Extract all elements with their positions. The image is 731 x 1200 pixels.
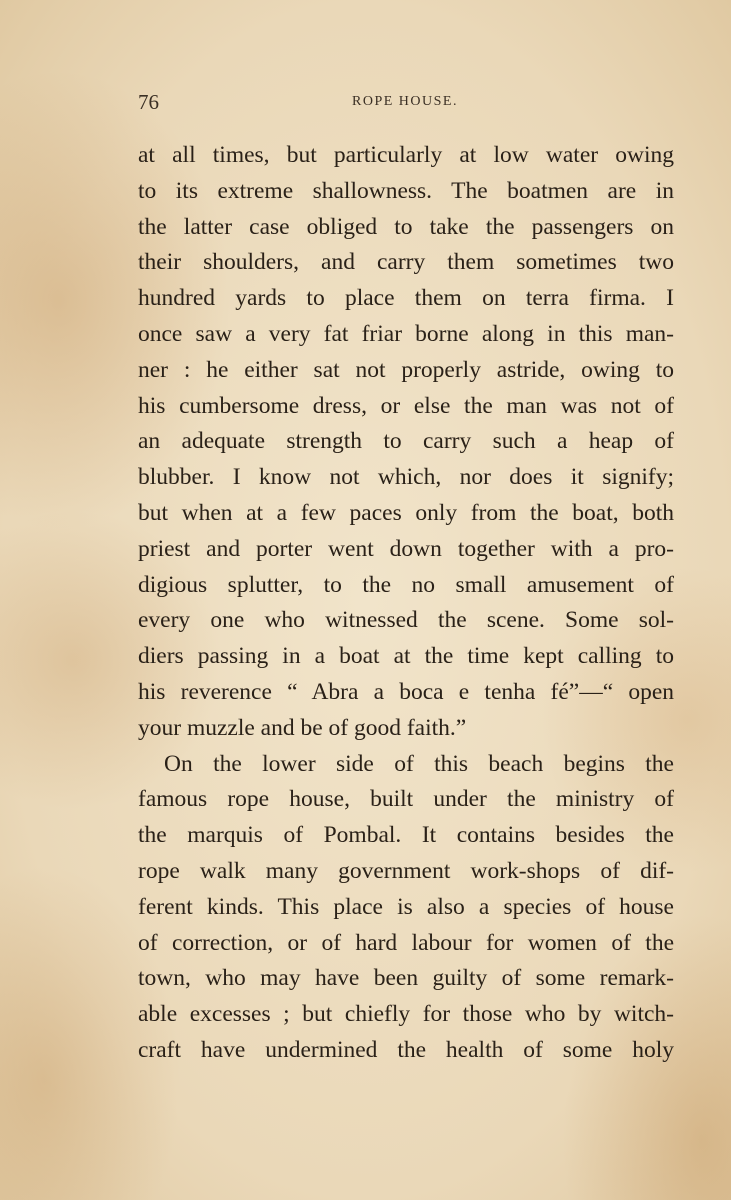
text-line: your muzzle and be of good faith.” [138, 714, 467, 741]
text-line: priest and porter went down together with a pro- [138, 535, 674, 562]
text-line: to its extreme shallowness. The boatmen are in [138, 177, 674, 204]
text-line: the latter case obliged to take the passengers on [138, 213, 674, 240]
text-line: at all times, but particularly at low water owing [138, 142, 674, 168]
text-line: ner : he either sat not properly astride, owing to [138, 356, 674, 383]
text-line: his cumbersome dress, or else the man was not of [138, 392, 674, 419]
text-line: once saw a very fat friar borne along in this man- [138, 320, 674, 347]
text-line: digious splutter, to the no small amusement of [138, 571, 674, 598]
text-line: an adequate strength to carry such a heap of [138, 428, 674, 455]
text-line: hundred yards to place them on terra firma. I [138, 285, 674, 312]
text-line: their shoulders, and carry them sometimes two [138, 249, 674, 276]
text-line-paragraph-start: On the lower side of this beach begins the [164, 750, 674, 777]
text-line: rope walk many government work-shops of dif- [138, 857, 674, 884]
running-head: ROPE HOUSE. [352, 94, 458, 109]
text-line: but when at a few paces only from the boat, both [138, 499, 674, 526]
text-line: of correction, or of hard labour for women of the [138, 929, 674, 956]
body-text [138, 138, 674, 1069]
page-header [138, 88, 672, 118]
text-line: town, who may have been guilty of some remark- [138, 965, 674, 992]
text-line: the marquis of Pombal. It contains besides the [138, 822, 674, 849]
text-line: ferent kinds. This place is also a species of house [138, 893, 674, 920]
text-line: his reverence “ Abra a boca e tenha fé”—“ open [138, 678, 674, 705]
text-line: famous rope house, built under the ministry of [138, 786, 674, 813]
page-number: 76 [138, 90, 159, 114]
text-line: blubber. I know not which, nor does it signify; [138, 464, 674, 491]
text-line: craft have undermined the health of some holy [138, 1036, 674, 1063]
text-line: diers passing in a boat at the time kept calling to [138, 643, 674, 670]
text-line: every one who witnessed the scene. Some sol- [138, 607, 674, 634]
text-line: able excesses ; but chiefly for those who by witch- [138, 1001, 674, 1028]
